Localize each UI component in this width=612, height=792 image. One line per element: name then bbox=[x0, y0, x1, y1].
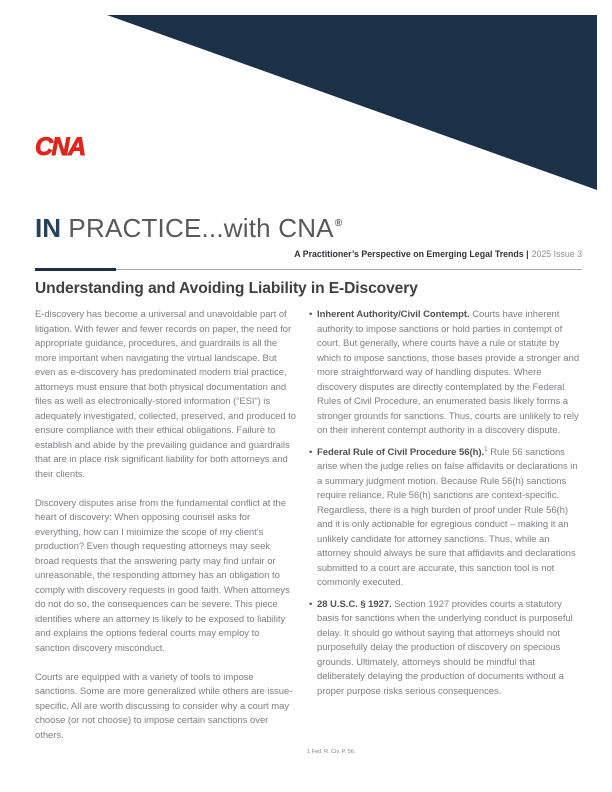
bullet-lead: Inherent Authority/Civil Contempt. bbox=[317, 309, 470, 320]
tagline-text: A Practitioner’s Perspective on Emerging Legal Trends | bbox=[294, 249, 529, 259]
bullet-copy: Rule 56 sanctions arise when the judge relies on false affidavits or declarations in a summary judgment motion. Because Rule 56(h) sanctions require reliance, Rule 56(h) sanctions are context-specific. Regardless, there is a high burden of proof under Rule 56(h) and it is only actionable for egregious conduct – making it an unlikely candidate for attorney sanctions. Thus, while an attorney should always be sure that affidavits and declarations submitted to a court are accurate, this sanction tool is not commonly executed. bbox=[317, 446, 578, 588]
bullet-item bbox=[309, 308, 582, 439]
bullet-text bbox=[317, 446, 582, 591]
tagline bbox=[294, 249, 582, 259]
corner-triangle-graphic bbox=[0, 0, 612, 200]
bullet-marker: • bbox=[309, 598, 313, 610]
bullet-marker: • bbox=[309, 309, 313, 320]
masthead-title-rest: PRACTICE...with CNA bbox=[61, 213, 334, 244]
paragraph: E-discovery has become a universal and unavoidable part of litigation. With fewer and fewer records on paper, the need for appropriate guidance, procedures, and guardrails is all the more important when navigating the virtual landscape. But even as e-discovery has predominated modern trial practice, attorneys must ensure that both physical documentation and files as well as electronically-stored information (“ESI”) is adequately investigated, collected, preserved, and produced to ensure compliance with their ethical obligations. Failure to establish and abide by the prevailing guidance and guardrails that are in place risk significant liability for both attorneys and their clients. bbox=[35, 309, 296, 480]
article-body bbox=[35, 308, 582, 758]
masthead-title-prefix: IN bbox=[35, 213, 61, 244]
footnote: 1 Fed. R. Civ. P. 56. bbox=[307, 749, 356, 755]
bullet-text bbox=[317, 598, 582, 700]
paragraph: Courts are equipped with a variety of tools to impose sanctions. Some are more generalized while others are issue-specific. All are worth discussing to consider why a court may choose (or not choose) to impose certain sanctions over others. bbox=[35, 671, 293, 741]
left-column bbox=[35, 308, 296, 758]
divider bbox=[35, 268, 582, 272]
bullet-item bbox=[309, 598, 582, 700]
right-column bbox=[309, 308, 582, 758]
footnote-marker: 1 bbox=[484, 445, 488, 453]
bullet-item bbox=[309, 446, 582, 591]
masthead-title bbox=[35, 213, 342, 244]
issue-label: 2025 Issue 3 bbox=[531, 249, 582, 259]
bullet-lead: Federal Rule of Civil Procedure 56(h). bbox=[317, 446, 485, 458]
paragraph: Discovery disputes arise from the fundamental conflict at the heart of discovery: When opposing counsel asks for everything, how can I minimize the scope of my client’s production? Even though requesting attorneys may seek broad requests that the answering party may find unfair or unreasonable, the responding attorney has an obligation to comply with discovery requests in good faith. When attorneys do not do so, the consequences can be severe. This piece identifies where an attorney is likely to be exposed to liability and explains the options federal courts may employ to sanction discovery misconduct. bbox=[35, 497, 290, 654]
bullet-marker: • bbox=[309, 446, 313, 458]
bullet-lead: 28 U.S.C. § 1927. bbox=[317, 598, 392, 610]
divider-rule bbox=[35, 269, 582, 270]
divider-navy-accent bbox=[35, 268, 116, 271]
bullet-copy: Section 1927 provides courts a statutory basis for sanctions when the underlying conduct is purposeful delay. It should go without saying that attorneys should not purposefully delay the production of discovery on specious grounds. Ultimately, attorneys should be mindful that deliberately delaying the production of documents without a proper purpose risks serious consequences. bbox=[317, 598, 573, 697]
cna-logo: CNA bbox=[35, 133, 85, 161]
article-heading: Understanding and Avoiding Liability in E-Discovery bbox=[35, 280, 418, 297]
bullet-text bbox=[317, 308, 582, 439]
bullet-copy: Courts have inherent authority to impose sanctions or hold parties in contempt of court. But generally, where courts have a rule or statute by which to impose sanctions, those bases provide a stronger and more straightforward way of handling disputes. Where discovery disputes are directly contemplated by the Federal Rules of Civil Procedure, an enumerated basis likely forms a stronger grounds for sanctions. Thus, courts are unlikely to rely on their inherent contempt authority in a discovery dispute. bbox=[317, 309, 580, 436]
registered-trademark-symbol: ® bbox=[334, 218, 343, 230]
